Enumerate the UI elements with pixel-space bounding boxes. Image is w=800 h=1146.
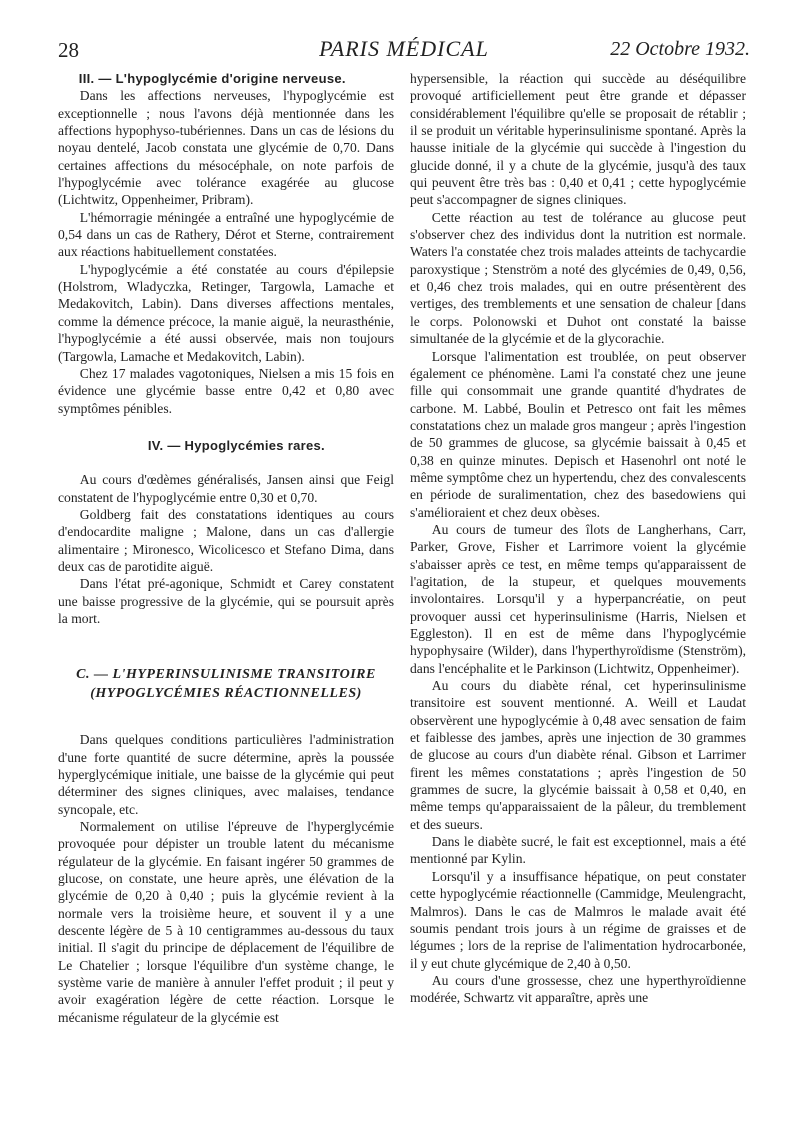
heading-iv: IV. — Hypoglycémies rares. [147, 437, 325, 453]
journal-title: PARIS MÉDICAL [319, 36, 489, 61]
issue-date: 22 Octobre 1932. [610, 38, 750, 60]
paragraph: Au cours d'œdèmes généralisés, Jansen ainsi que Feigl constatent de l'hypoglycémie entre 0,30 et 0,70. [58, 472, 394, 505]
paragraph: Dans l'état pré-agonique, Schmidt et Carey constatent une baisse progressive de la glycémie, qui se poursuit après la mort. [58, 576, 394, 626]
paragraph: Au cours du diabète rénal, cet hyperinsulinisme transitoire est souvent mentionné. A. Weill et Laudat observèrent une hypoglycémie à 0,48 avec sensation de faim et faiblesse des jambes, après une injection de 30 grammes de glucose au cours d'un diabète rénal. Gibson et Larrimer firent les mêmes constatations ; après l'ingestion de 50 grammes de sucre, la glycémie baissait à 0,58 et 0,40, en même temps qu'apparaissaient de la pâleur, du tremblement et des sueurs. [410, 678, 746, 832]
right-column [410, 70, 746, 1007]
paragraph: L'hypoglycémie a été constatée au cours d'épilepsie (Holstrom, Wladyczka, Retinger, Targowla, Lamache et Medakovitch, Labin). Dans diverses affections mentales, comme la démence précoce, la manie aiguë, la neurasthénie, l'hypoglycémie a été aussi observée, mais non toujours (Targowla, Lamache et Medakovitch, Labin). [58, 261, 394, 364]
journal-page [58, 36, 750, 1116]
section-c-title: C. — L'HYPERINSULINISME TRANSITOIRE [76, 667, 376, 683]
paragraph: Dans quelques conditions particulières l'administration d'une forte quantité de sucre détermine, après la poussée hyperglycémique initiale, une baisse de la glycémie qui peut déterminer des signes cliniques, avec malaises, tendance syncopale, etc. [58, 732, 394, 817]
paragraph: Normalement on utilise l'épreuve de l'hyperglycémie provoquée pour dépister un trouble latent du mécanisme régulateur de la glycémie. En faisant ingérer 50 grammes de glucose, on constate, une heure après, une élévation de la glycémie de 0,20 à 0,40 ; puis la glycémie revient à la normale vers la troisième heure, et souvent il y a une descente légère de 5 à 10 centigrammes au-dessous du taux initial. Il s'agit du principe de déplacement de l'équilibre de Le Chatelier ; lorsque l'équilibre d'un système change, le système varie de manière à annuler l'effet produit ; il peut y avoir exagération légère de cette réaction. Lorsque le mécanisme régulateur de la glycémie est [58, 819, 394, 1025]
paragraph: Dans les affections nerveuses, l'hypoglycémie est exceptionnelle ; nous l'avons déjà mentionnée dans les affections hypophyso-tubériennes. Dans un cas de lésions du noyau dentelé, Jacob constata une glycémie de 0,70. Dans certaines affections du mésocéphale, on note parfois de l'hypoglycémie avec tolérance exagérée au glucose (Lichtwitz, Oppenheimer, Pribram). [58, 88, 394, 208]
paragraph: Goldberg fait des constatations identiques au cours d'endocardite maligne ; Malone, dans un cas d'allergie alimentaire ; Mironesco, Wicolicesco et Stefano Dima, dans deux cas de parotidite aiguë. [58, 506, 394, 574]
paragraph: Chez 17 malades vagotoniques, Nielsen a mis 15 fois en évidence une glycémie basse entre 0,42 et 0,80 avec symptômes pénibles. [58, 365, 394, 416]
paragraph: Cette réaction au test de tolérance au glucose peut s'observer chez des individus dont la nutrition est normale. Waters l'a constatée chez trois malades atteints de tachycardie paroxystique ; Stenström a noté des glycémies de 0,49, 0,56, et 0,46 chez trois malades, qui en outre présentèrent des vertiges, des tremblements et une sensation de chaleur [dans le corps. Polonowski et Duhot ont constaté la baisse simultanée de la glycémie et de la glycorachie. [410, 209, 746, 347]
section-c-subtitle: (HYPOGLYCÉMIES RÉACTIONNELLES) [90, 686, 362, 702]
paragraph-continued: hypersensible, la réaction qui succède au déséquilibre provoqué artificiellement peut être grande et dépasser considérablement l'équilibre qu'elle se proposait de rétablir ; il se produit un véritable hyperinsulinisme spontané. Après la hausse initiale de la glycémie qui succède à l'ingestion du glucide donné, il y a chute de la glycémie, jusqu'à des taux qui peuvent être très bas : 0,40 et 0,41 ; cette hypoglycémie peut s'accompagner de signes cliniques. [410, 71, 746, 208]
heading-iii: III. — L'hypoglycémie d'origine nerveuse. [78, 71, 346, 86]
paragraph: Dans le diabète sucré, le fait est exceptionnel, mais a été mentionné par Kylin. [410, 834, 746, 867]
running-head [58, 36, 750, 66]
paragraph: Lorsque l'alimentation est troublée, on peut observer également ce phénomène. Lami l'a constaté chez une jeune fille qui consommait une grande quantité d'hydrates de carbone. M. Labbé, Boulin et Petresco ont fait les mêmes constatations chez un malade gros mangeur ; après l'ingestion de 50 grammes de glucose, sa glycémie baissait à 0,45 et 0,38 en quinze minutes. Depisch et Hasenohrl ont noté le même symptôme chez un hypertendu, chez des convalescents en période de suralimentation, chez des basedowiens qui s'amélioraient et chez deux obèses. [410, 348, 746, 520]
left-column [58, 70, 394, 1026]
page-number: 28 [58, 38, 79, 62]
paragraph: Lorsqu'il y a insuffisance hépatique, on peut constater cette hypoglycémie réactionnelle (Cammidge, Meulengracht, Malmros). Dans le cas de Malmros le malade avait été soumis pendant trois jours à un régime de graisses et de légumes ; lors de la reprise de l'alimentation hydrocarbonée, il y eut chute glycémique de 2,40 à 0,50. [410, 868, 746, 971]
paragraph: Au cours de tumeur des îlots de Langherhans, Carr, Parker, Grove, Fisher et Larrimore voient la glycémie s'abaisser après ce test, en même temps qu'apparaissent de l'agitation, de la stupeur, et quelques mouvements involontaires. Lorsqu'il y a hyperpancréatie, on peut provoquer aussi cet hyperinsulinisme (Harris, Nielsen et Eggleston). Il en est de même dans l'hypoglycémie hypophysaire (Wilder), dans l'hyperthyroïdisme (Stenström), dans l'encéphalite et le Parkinson (Lichtwitz, Oppenheimer). [410, 521, 746, 676]
paragraph: L'hémorragie méningée a entraîné une hypoglycémie de 0,54 dans un cas de Rathery, Dérot et Sterne, contrairement aux réactions habituellement constatées. [58, 209, 394, 260]
section-c-heading [58, 665, 394, 703]
paragraph: Au cours d'une grossesse, chez une hyperthyroïdienne modérée, Schwartz vit apparaître, après une [410, 972, 746, 1006]
